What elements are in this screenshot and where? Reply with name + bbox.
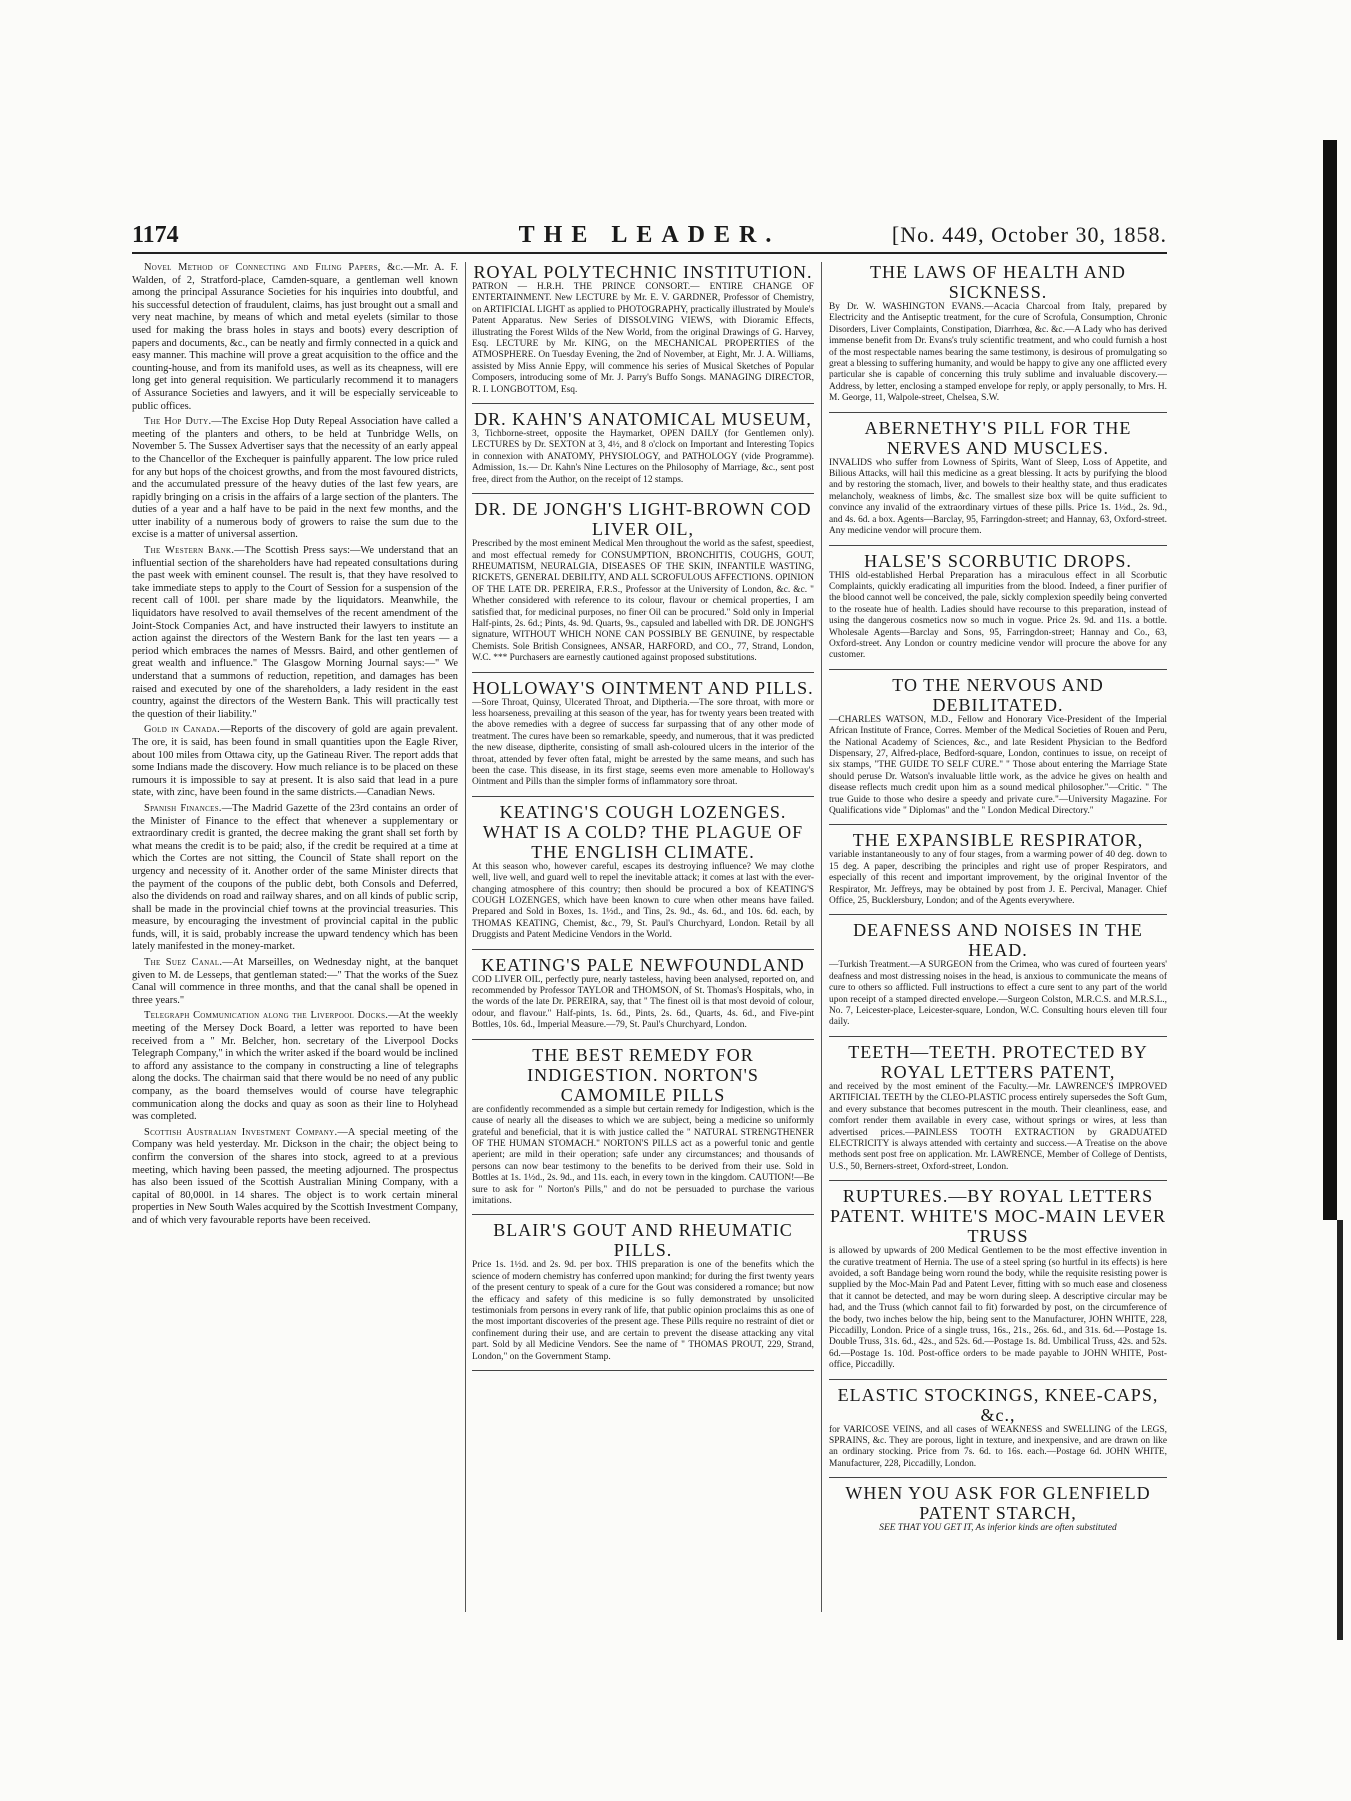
advert-text: Prescribed by the most eminent Medical Men throughout the world as the safest, speediest, and most effectual remedy for CONSUMPTION, BRONCHITIS, COUGHS, GOUT, RHEUMATISM, NEURALGIA, DISEASES OF THE SKIN, INFANTILE WASTING, RICKETS, GENERAL DEBILITY, AND ALL SCROFULOUS AFFECTIONS. OPINION OF THE LATE DR. PEREIRA, F.R.S., Professor at the University of London, &c. &c. " Whether considered with reference to its colour, flavour or chemical properties, I am satisfied that, for medicinal purposes, no finer Oil can be procured." Sold only in Imperial Half-pints, 2s. 6d.; Pints, 4s. 9d. Quarts, 9s., capsuled and labelled with DR. DE JONGH'S signature, WITHOUT WHICH NONE CAN POSSIBLY BE GENUINE, by respectable Chemists. Sole British Consignees, ANSAR, HARFORD, and CO., 77, Strand, London, W.C. *** Purchasers are earnestly cautioned against proposed substitutions. [472, 539, 814, 664]
page-header [132, 222, 1167, 254]
advert-title: DR. DE JONGH'S LIGHT-BROWN COD LIVER OIL, [474, 499, 812, 540]
page-edge-shadow-lower [1337, 1220, 1343, 1640]
advert [472, 678, 814, 797]
news-column [132, 262, 458, 1612]
advert-text: and received by the most eminent of the Faculty.—Mr. LAWRENCE'S IMPROVED ARTIFICIAL TEETH by the CLEO-PLASTIC process entirely supersedes the Soft Gum, and every substance that becomes putrescent in the mouth. Their cleanliness, ease, and comfort render them available in every case, without springs or wires, at less than advertised prices.—PAINLESS TOOTH EXTRACTION by GRADUATED ELECTRICITY is always attended with certainty and success.—A Treatise on the above methods sent post free on application. Mr. LAWRENCE, Member of College of Dentists, U.S., 50, Berners-street, Oxford-street, London. [829, 1081, 1167, 1172]
news-text: —Reports of the discovery of gold are again prevalent. The ore, it is said, has been found in small quantities upon the Eagle River, about 100 miles from Ottawa city, up the Gatineau River. The report adds that some Indians made the discovery. How much reliance is to be placed on these rumours it is impossible to say at present. It is also said that lead in a pure state, with zinc, have been found in the same districts.—Canadian News. [132, 724, 458, 799]
advert-text: INVALIDS who suffer from Lowness of Spirits, Want of Sleep, Loss of Appetite, and Bilious Attacks, will hail this medicine as a great blessing. It acts by purifying the blood and by restoring the stomach, liver, and bowels to their healthy state, and thus eradicates melancholy, weakness of limbs, &c. The smallest size box will be quite sufficient to convince any invalid of the extraordinary virtues of these pills. Price 1s. 1½d., 2s. 9d., and 4s. 6d. a box. Agents—Barclay, 95, Farringdon-street; and Hannay, 63, Oxford-street. Any medicine vendor will procure them. [829, 457, 1167, 537]
advert [472, 1045, 814, 1216]
news-item [132, 1127, 458, 1228]
advert-title: THE EXPANSIBLE RESPIRATOR, [852, 830, 1144, 851]
news-heading: Scottish Australian Investment Company. [144, 1126, 338, 1138]
news-item [132, 957, 458, 1007]
advert [829, 830, 1167, 915]
advert-title: WHEN YOU ASK FOR GLENFIELD PATENT STARCH, [845, 1483, 1151, 1524]
news-heading: The Hop Duty. [144, 416, 212, 428]
advert [829, 675, 1167, 826]
advert-title: BLAIR'S GOUT AND RHEUMATIC PILLS. [493, 1220, 793, 1261]
advert [829, 1483, 1167, 1541]
advert-text: COD LIVER OIL, perfectly pure, nearly tasteless, having been analysed, reported on, and recommended by Professor TAYLOR and THOMSON, of St. Thomas's Hospitals, who, in the words of the late Dr. PEREIRA, say, that " The finest oil is that most devoid of colour, odour, and flavour." Half-pints, 1s. 6d., Pints, 2s. 6d., Quarts, 4s. 6d., and Five-pint Bottles, 10s. 6d., Imperial Measure.—79, St. Paul's Churchyard, London. [472, 974, 814, 1031]
news-heading: Telegraph Communication along the Liverpool Docks. [144, 1010, 389, 1022]
news-item [132, 1010, 458, 1123]
news-text: —A special meeting of the Company was held yesterday. Mr. Dickson in the chair; the object being to confirm the conversion of the shares into stock, agreed to at a previous meeting, which having been passed, the meeting adjourned. The prospectus has also been issued of the Scottish Australian Mining Company, with a capital of 80,000l. in 14 shares. The object is to work certain mineral properties in New South Wales acquired by the Scottish Investment Company, and of which very favourable reports have been received. [132, 1126, 458, 1226]
advert-title: TO THE NERVOUS AND DEBILITATED. [892, 674, 1104, 715]
advert-text: SEE THAT YOU GET IT, As inferior kinds are often substituted [879, 1523, 1117, 1534]
advert-text: is allowed by upwards of 200 Medical Gentlemen to be the most effective invention in the curative treatment of Hernia. The use of a steel spring (so hurtful in its effects) is here avoided, a soft Bandage being worn round the body, while the requisite resisting power is supplied by the Moc-Main Pad and Patent Lever, fitting with so much ease and closeness that it cannot be detected, and may be worn during sleep. A descriptive circular may be had, and the Truss (which cannot fail to fit) forwarded by post, on the circumference of the body, two inches below the hip, being sent to the Manufacturer, JOHN WHITE, 228, Piccadilly, London. Price of a single truss, 16s., 21s., 26s. 6d., and 31s. 6d.—Postage 1s. Double Truss, 31s. 6d., 42s., and 52s. 6d.—Postage 1s. 8d. Umbilical Truss, 42s. and 52s. 6d.—Postage 1s. 10d. Post-office orders to be made payable to JOHN WHITE, Post-office, Piccadilly. [829, 1246, 1167, 1371]
advert-text: PATRON — H.R.H. THE PRINCE CONSORT.— ENTIRE CHANGE OF ENTERTAINMENT. New LECTURE by Mr. E. V. GARDNER, Professor of Chemistry, on ARTIFICIAL LIGHT as applied to PHOTOGRAPHY, practically illustrated by Moule's Patent Apparatus. New Series of DISSOLVING VIEWS, with Dioramic Effects, illustrating the Forest Wilds of the New World, from the original Drawings of G. Harvey, Esq. LECTURE by Mr. KING, on the MECHANICAL PROPERTIES of the ATMOSPHERE. On Tuesday Evening, the 2nd of November, at Eight, Mr. J. A. Williams, assisted by Miss Annie Eppy, will commence his series of Musical Sketches of Popular Composers, introducing some of Mr. J. Parry's Buffo Songs. MANAGING DIRECTOR, R. I. LONGBOTTOM, Esq. [472, 282, 814, 395]
advert-title: DR. KAHN'S ANATOMICAL MUSEUM, [474, 409, 812, 430]
advert-title: RUPTURES.—BY ROYAL LETTERS PATENT. WHITE'S MOC-MAIN LEVER TRUSS [830, 1186, 1166, 1247]
advert-text: 3, Tichborne-street, opposite the Haymarket, OPEN DAILY (for Gentlemen only). LECTURES by Dr. SEXTON at 3, 4½, and 8 o'clock on Important and Interesting Topics in connexion with ANATOMY, PHYSIOLOGY, and PATHOLOGY (vide Programme). Admission, 1s.— Dr. Kahn's Nine Lectures on the Philosophy of Marriage, &c., sent post free, direct from the Author, on the receipt of 12 stamps. [472, 429, 814, 485]
advert-title: HALSE'S SCORBUTIC DROPS. [864, 550, 1132, 571]
advert-title: KEATING'S COUGH LOZENGES. WHAT IS A COLD? THE PLAGUE OF THE ENGLISH CLIMATE. [482, 801, 804, 862]
advert-title: ELASTIC STOCKINGS, KNEE-CAPS, &c., [837, 1384, 1159, 1425]
news-text: —Mr. A. F. Walden, of 2, Stratford-place, Camden-square, a gentleman well known among the principal Assurance Societies for his inquiries into doubtful, and his successful detection of fraudulent, claims, has just brought out a small and very neat machine, by means of which and metal eyelets (similar to those used for making the brass holes in stays and boots) every description of papers and documents, &c., can be neatly and firmly connected in a quick and easy manner. This machine will prove a great acquisition to the office and the counting-house, and from its manifold uses, as well as its cheapness, will ere long get into general requisition. We particularly recommend it to managers of Assurance Societies and lawyers, and it will be especially serviceable to public offices. [132, 262, 458, 412]
advert-text: for VARICOSE VEINS, and all cases of WEAKNESS and SWELLING of the LEGS, SPRAINS, &c. They are porous, light in texture, and inexpensive, and are drawn on like an ordinary stocking. Price from 7s. 6d. to 16s. each.—Postage 6d. JOHN WHITE, Manufacturer, 228, Piccadilly, London. [829, 1424, 1167, 1469]
advert [829, 262, 1167, 413]
advert [472, 802, 814, 950]
advert [829, 1186, 1167, 1379]
news-heading: The Western Bank. [144, 545, 235, 557]
news-heading: Gold in Canada. [144, 724, 221, 736]
advert-text: —Turkish Treatment.—A SURGEON from the Crimea, who was cured of fourteen years' deafness and most distressing noises in the head, is anxious to communicate the means of cure to others so afflicted. Full instructions to effect a cure sent to any part of the world upon receipt of a stamped directed envelope.—Surgeon Colston, M.R.C.S. and M.R.S.L., No. 7, Leicester-place, Leicester-square, London, W.C. Consulting hours eleven till four daily. [829, 960, 1167, 1028]
advert [829, 1042, 1167, 1181]
advert-text: Price 1s. 1½d. and 2s. 9d. per box. THIS preparation is one of the benefits which the science of modern chemistry has conferred upon mankind; for during the first twenty years of the present century to speak of a cure for the Gout was considered a romance; but now the efficacy and safety of this medicine is so fully demonstrated by unsolicited testimonials from persons in every rank of life, that public opinion proclaims this as one of the most important discoveries of the present age. These Pills require no restraint of diet or confinement during their use, and are certain to prevent the disease attacking any vital part. Sold by all Medicine Vendors. See the name of " THOMAS PROUT, 229, Strand, London," on the Government Stamp. [472, 1260, 814, 1362]
advert-title: ROYAL POLYTECHNIC INSTITUTION. [473, 262, 813, 282]
news-text: —The Scottish Press says:—We understand that an influential section of the shareholders have had repeated consultations during the past week with eminent counsel. The result is, that they have resolved to take immediate steps to apply to the Court of Session for a suspension of the recent call of 100l. per share made by the liquidators. Meanwhile, the liquidators have resolved to avail themselves of the recent amendment of the Joint-Stock Companies Act, and have instructed their lawyers to institute an action against the directors of the Western Bank for the last ten years — a period which embraces the names of Messrs. Baird, and other gentlemen of great wealth and influence." The Glasgow Morning Journal says:—" We understand that a summons of reduction, repetition, and damages has been raised and executed by one of the shareholders, a lady resident in the east country, against the directors of the Western Bank. This will practically test the question of their liability." [132, 545, 458, 720]
advert-text: THIS old-established Herbal Preparation has a miraculous effect in all Scorbutic Complaints, quickly eradicating all impurities from the blood. Indeed, a finer purifier of the blood cannot well be conceived, the pale, sickly complexion speedily being converted to the roseate hue of health. Ladies should have recourse to this preparation, instead of using the dangerous cosmetics now so much in vogue. Price 2s. 9d. and 11s. a bottle. Wholesale Agents—Barclay and Sons, 95, Farringdon-street; Hannay and Co., 63, Oxford-street. Any London or country medicine vendor will procure the above for any customer. [829, 570, 1167, 661]
advert-title: ABERNETHY'S PILL FOR THE NERVES AND MUSCLES. [864, 417, 1132, 458]
news-item [132, 724, 458, 800]
news-item [132, 416, 458, 542]
advert [472, 499, 814, 672]
advert-title: THE BEST REMEDY FOR INDIGESTION. NORTON'S CAMOMILE PILLS [527, 1044, 759, 1105]
advert-text: —CHARLES WATSON, M.D., Fellow and Honorary Vice-President of the Imperial African Institute of France, Corres. Member of the Medical Societies of Rouen and Peru, the National Academy of Sciences, &c., and late Resident Physician to the Bedford Dispensary, 27, Alfred-place, Bedford-square, London, continues to issue, on receipt of six stamps, "THE GUIDE TO SELF CURE." " Those about entering the Marriage State should peruse Dr. Watson's invaluable little work, as the advice he gives on health and disease reflects much credit upon him as a sound medical philosopher."—Critic. " The true Guide to those who desire a speedy and private cure."—University Magazine. For Qualifications vide " Diplomas" and the " London Medical Directory." [829, 714, 1167, 816]
advert-title: TEETH—TEETH. PROTECTED BY ROYAL LETTERS PATENT, [848, 1041, 1148, 1082]
advert-text: variable instantaneously to any of four stages, from a warming power of 40 deg. down to 15 deg. A paper, describing the principles and right use of proper Respirators, and especially of this recent and important improvement, by the original Inventor of the Respirator, Mr. Jeffreys, may be obtained by post from J. E. Percival, Manager. Chief Office, 25, Bucklersbury, London; and of the Agents everywhere. [829, 850, 1167, 907]
advert-text: —Sore Throat, Quinsy, Ulcerated Throat, and Diptheria.—The sore throat, with more or less hoarseness, prevailing at this season of the year, has for twenty years been treated with the above remedies with a degree of success far surpassing that of any other mode of treatment. The cures have been so remarkable, speedy, and numerous, that it was predicted the new disease, diptherite, consisting of small ash-coloured ulcers in the interior of the throat, attended by fever often fatal, might be arrested by the same means, and such has been the case. This disease, in its first stage, seems even more amenable to Holloway's Ointment and Pills than the simpler forms of inflammatory sore throat. [472, 697, 814, 788]
column-rule [465, 262, 466, 1612]
page-edge-shadow [1323, 140, 1337, 1220]
advert-title: DEAFNESS AND NOISES IN THE HEAD. [853, 920, 1143, 961]
advert-title: KEATING'S PALE NEWFOUNDLAND [481, 954, 805, 975]
advert-title: THE LAWS OF HEALTH AND SICKNESS. [870, 262, 1126, 302]
page-number: 1174 [132, 222, 179, 248]
advert-column-right [829, 262, 1167, 1612]
news-text: —The Madrid Gazette of the 23rd contains an order of the Minister of Finance to the effect that whenever a supplementary or extraordinary credit is granted, the decree making the grant shall set forth by what means the credit is to be paid; also, if the credit be required at a time at which the Cortes are not sitting, the Council of State shall report on the urgency and necessity of it. Another order of the same Minister directs that the payment of the coupons of the public debt, both Consols and Deferred, also the dividends on road and railway shares, and on all kinds of public scrip, shall be made in the provincial chief towns at the provincial treasuries. This measure, by encouraging the investment of provincial capital in the public funds, will, it is said, probably increase the upward tendency which has been lately manifested in the money-market. [132, 802, 458, 953]
column-rule [821, 262, 822, 1612]
advert [829, 551, 1167, 670]
advert [829, 920, 1167, 1036]
news-heading: Novel Method of Connecting and Filing Papers, &c. [144, 262, 404, 273]
news-text: —The Excise Hop Duty Repeal Association have called a meeting of the planters and others, to be held at Tunbridge Wells, on November 5. The Sussex Advertiser says that the necessity of an early appeal to the Chancellor of the Exchequer is painfully apparent. The low price ruled for any but hops of the choicest growths, and from the most favoured districts, and the accumulated pressure of the heavy duties of the last few years, are rapidly bringing on a crisis in the affairs of a large section of the planters. The duties of a year and a half have to be paid in the next few months, and the utter inability of a numerous body of growers to raise the sum due to the excise is a matter of universal assertion. [132, 416, 458, 541]
advert-text: At this season who, however careful, escapes its destroying influence? We may clothe well, live well, and guard well to repel the inevitable attack; it comes at last with the ever-changing atmosphere of this country; then should be procured a box of KEATING'S COUGH LOZENGES, which have been known to cure when other means have failed. Prepared and Sold in Boxes, 1s. 1½d., and Tins, 2s. 9d., 4s. 6d., and 10s. 6d. each, by THOMAS KEATING, Chemist, &c., 79, St. Paul's Churchyard, London. Retail by all Druggists and Patent Medicine Vendors in the World. [472, 861, 814, 941]
advert [472, 409, 814, 494]
news-text: —At the weekly meeting of the Mersey Dock Board, a letter was reported to have been received from a " Mr. Belcher, hon. secretary of the Liverpool Docks Telegraph Company," in which the writer asked if the board would be inclined to afford any assistance to the company in constructing a line of telegraphs along the docks. The chairman said that there would be no need of any public company, as the board themselves would of course have telegraphic communication along the docks and quay as soon as their line to Holyhead was completed. [132, 1010, 458, 1123]
advert [472, 262, 814, 404]
masthead-title: THE LEADER. [518, 222, 781, 248]
news-text: —At Marseilles, on Wednesday night, at the banquet given to M. de Lesseps, that gentleman stated:—" That the works of the Suez Canal will commence in three months, and that the canal shall be opened in three years." [132, 957, 458, 1006]
advert [829, 1385, 1167, 1479]
advert [472, 955, 814, 1040]
advert-title: HOLLOWAY'S OINTMENT AND PILLS. [472, 677, 814, 698]
advert [472, 1220, 814, 1371]
news-item [132, 803, 458, 954]
news-heading: Spanish Finances. [144, 802, 222, 814]
advert-text: are confidently recommended as a simple but certain remedy for Indigestion, which is the cause of nearly all the diseases to which we are subject, being a medicine so uniformly grateful and beneficial, that it is with justice called the " NATURAL STRENGTHENER OF THE HUMAN STOMACH." NORTON'S PILLS act as a powerful tonic and gentle aperient; are mild in their operation; safe under any circumstances; and thousands of persons can now bear testimony to the benefits to be derived from their use. Sold in Bottles at 1s. 1½d., 2s. 9d., and 11s. each, in every town in the kingdom. CAUTION!—Be sure to ask for " Norton's Pills," and do not be persuaded to purchase the various imitations. [472, 1104, 814, 1206]
advert [829, 418, 1167, 546]
advert-column-middle [472, 262, 814, 1612]
issue-info: [No. 449, October 30, 1858. [891, 222, 1167, 247]
news-item [132, 262, 458, 413]
advert-text: By Dr. W. WASHINGTON EVANS.—Acacia Charcoal from Italy, prepared by Electricity and the Antiseptic treatment, for the cure of Scrofula, Consumption, Chronic Disorders, Liver Complaints, Constipation, Diarrhœa, &c. &c.—A Lady who has derived immense benefit from Dr. Evans's truly scientific treatment, and who could furnish a host of the most respectable names bearing the same testimony, is desirous of promulgating so great a blessing to suffering humanity, and would be happy to give any one afflicted every particular she is capable of concerning this truly sublime and invaluable discovery.—Address, by letter, enclosing a stamped envelope for reply, or apply personally, to Mrs. H. M. George, 11, Walpole-street, Chelsea, S.W. [829, 302, 1167, 404]
news-item [132, 545, 458, 721]
news-heading: The Suez Canal. [144, 957, 223, 969]
